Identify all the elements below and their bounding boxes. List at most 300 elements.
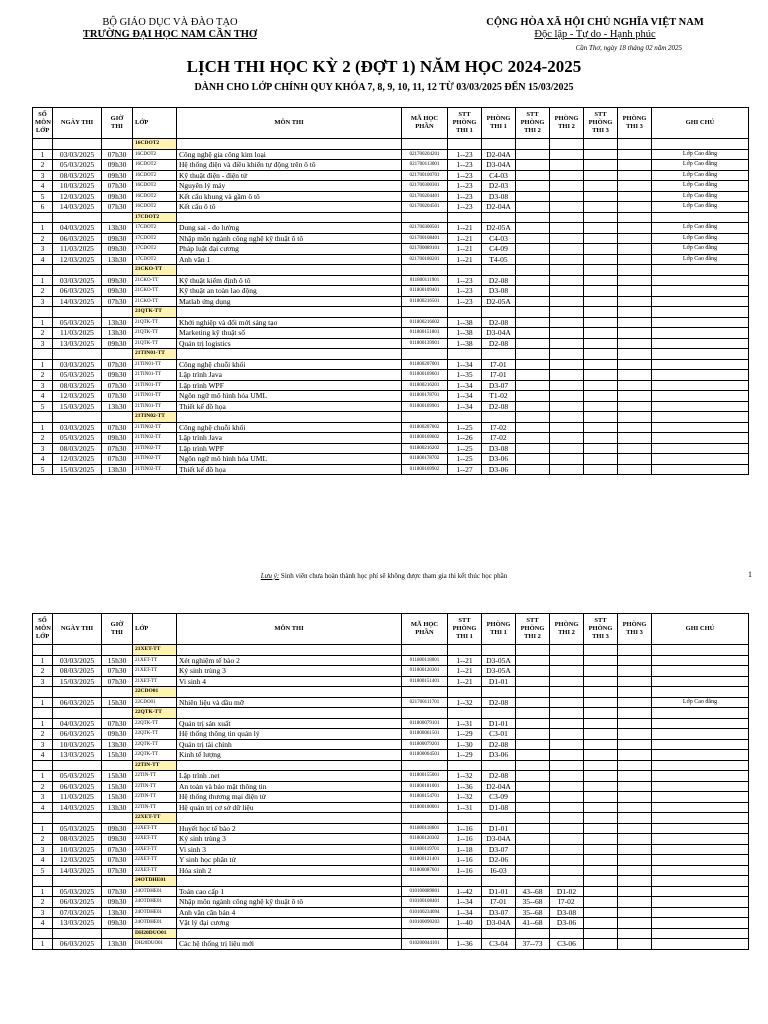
empty-cell xyxy=(33,813,53,824)
empty-cell xyxy=(516,687,550,698)
empty-cell xyxy=(550,349,584,360)
table-cell xyxy=(550,697,584,708)
table-row xyxy=(33,739,749,750)
table-cell xyxy=(618,666,652,677)
table-cell: 07h30 xyxy=(102,443,133,454)
table-cell: Lớp Cao đẳng xyxy=(652,254,749,265)
empty-cell xyxy=(584,708,618,719)
page-subtitle: DÀNH CHO LỚP CHÍNH QUY KHÓA 7, 8, 9, 10, 11, 12 TỪ 03/03/2025 ĐẾN 15/03/2025 xyxy=(194,82,574,93)
table-cell: D2-06 xyxy=(482,855,516,866)
table-cell xyxy=(516,750,550,761)
empty-cell xyxy=(516,412,550,423)
empty-cell xyxy=(177,349,402,360)
empty-cell xyxy=(482,212,516,223)
table-cell xyxy=(516,865,550,876)
table-cell: 09h30 xyxy=(102,823,133,834)
footnote-text: Sinh viên chưa hoàn thành học phí sẽ không được tham gia thi kết thúc học phần xyxy=(279,572,508,580)
table-cell: 3 xyxy=(33,739,53,750)
table-cell: 4 xyxy=(33,181,53,192)
empty-cell xyxy=(177,139,402,150)
empty-cell xyxy=(448,760,482,771)
empty-cell xyxy=(402,212,448,223)
empty-cell xyxy=(584,307,618,318)
table-row xyxy=(33,170,749,181)
table-cell: 1--23 xyxy=(448,296,482,307)
table-cell: 1--23 xyxy=(448,191,482,202)
table-cell: 1--34 xyxy=(448,907,482,918)
table-cell xyxy=(550,244,584,255)
table-cell: 1--16 xyxy=(448,823,482,834)
table-cell: 08/03/2025 xyxy=(53,380,102,391)
table-cell: 13h30 xyxy=(102,464,133,475)
empty-cell xyxy=(482,876,516,887)
column-header: PHÒNG THI 1 xyxy=(482,614,516,645)
table-cell: Thiết kế đồ họa xyxy=(177,464,402,475)
table-cell xyxy=(618,865,652,876)
empty-cell xyxy=(448,928,482,939)
table-cell xyxy=(618,233,652,244)
empty-cell xyxy=(53,412,102,423)
table-cell: 07h30 xyxy=(102,380,133,391)
empty-cell xyxy=(402,645,448,656)
empty-cell xyxy=(448,307,482,318)
empty-cell xyxy=(516,813,550,824)
table-cell: C4-03 xyxy=(482,170,516,181)
table-cell xyxy=(516,202,550,213)
table-cell xyxy=(516,443,550,454)
table-cell: 17CDOT2 xyxy=(133,233,177,244)
table-cell: Nhập môn ngành công nghệ kỹ thuật ô tô xyxy=(177,897,402,908)
empty-cell xyxy=(652,212,749,223)
table-cell: 13h30 xyxy=(102,254,133,265)
ministry-name: BỘ GIÁO DỤC VÀ ĐÀO TẠO xyxy=(102,17,238,28)
empty-cell xyxy=(53,265,102,276)
table-cell xyxy=(618,855,652,866)
table-cell: 021700089101 xyxy=(402,244,448,255)
table-cell: Xét nghiệm tế bào 2 xyxy=(177,655,402,666)
table-cell: Ký sinh trùng 3 xyxy=(177,834,402,845)
class-group-label: 22XET-TT xyxy=(133,813,177,824)
table-cell: 011800079101 xyxy=(402,718,448,729)
table-cell: 13h30 xyxy=(102,907,133,918)
empty-cell xyxy=(53,212,102,223)
table-cell: 3 xyxy=(33,296,53,307)
table-cell xyxy=(618,359,652,370)
table-cell xyxy=(584,886,618,897)
table-cell: 09h30 xyxy=(102,286,133,297)
column-header: SỐ MÔN LỚP xyxy=(33,108,53,139)
table-cell xyxy=(550,464,584,475)
empty-cell xyxy=(550,708,584,719)
table-cell: 17CDOT2 xyxy=(133,244,177,255)
table-cell: 011800061501 xyxy=(402,729,448,740)
table-cell: Nhiên liệu và dầu mỡ xyxy=(177,697,402,708)
table-cell xyxy=(618,844,652,855)
table-cell xyxy=(584,454,618,465)
table-cell xyxy=(618,897,652,908)
table-cell: 11/03/2025 xyxy=(53,244,102,255)
table-cell xyxy=(516,855,550,866)
table-cell xyxy=(550,729,584,740)
table-cell xyxy=(584,823,618,834)
table-cell: 21TIN02-TT xyxy=(133,464,177,475)
table-cell: 07h30 xyxy=(102,202,133,213)
table-cell: 021700204501 xyxy=(402,202,448,213)
table-cell: D3-07 xyxy=(482,380,516,391)
table-row xyxy=(33,244,749,255)
empty-cell xyxy=(448,876,482,887)
table-cell xyxy=(652,781,749,792)
table-cell: 09h30 xyxy=(102,897,133,908)
table-cell: 15h30 xyxy=(102,750,133,761)
table-cell: 3 xyxy=(33,676,53,687)
table-cell: 08/03/2025 xyxy=(53,170,102,181)
table-cell: Lớp Cao đẳng xyxy=(652,697,749,708)
table-cell: I7-01 xyxy=(482,370,516,381)
empty-cell xyxy=(516,928,550,939)
table-cell: Khởi nghiệp và đổi mới sáng tạo xyxy=(177,317,402,328)
table-cell: 06/03/2025 xyxy=(53,729,102,740)
table-cell: D2-04A xyxy=(482,149,516,160)
table-cell: 1--21 xyxy=(448,233,482,244)
table-cell: 011800154701 xyxy=(402,792,448,803)
table-cell xyxy=(516,729,550,740)
table-cell: Lớp Cao đẳng xyxy=(652,202,749,213)
table-cell xyxy=(550,718,584,729)
table-cell: 22XET-TT xyxy=(133,823,177,834)
table-cell xyxy=(652,655,749,666)
table-cell: D3-05A xyxy=(482,666,516,677)
empty-cell xyxy=(652,412,749,423)
table-cell xyxy=(652,401,749,412)
table-cell xyxy=(584,865,618,876)
table-cell: 37--73 xyxy=(516,939,550,950)
table-cell: 21TIN01-TT xyxy=(133,370,177,381)
table-cell xyxy=(618,191,652,202)
table-row xyxy=(33,844,749,855)
header-row xyxy=(33,108,749,139)
group-row xyxy=(33,139,749,150)
table-cell xyxy=(584,718,618,729)
empty-cell xyxy=(584,687,618,698)
table-cell xyxy=(584,181,618,192)
table-cell: D1-02 xyxy=(550,886,584,897)
table-cell xyxy=(516,359,550,370)
table-cell xyxy=(584,844,618,855)
table-cell xyxy=(618,718,652,729)
group-row xyxy=(33,645,749,656)
table-cell: D2-04A xyxy=(482,781,516,792)
column-header: MÃ HỌC PHẦN xyxy=(402,614,448,645)
table-cell: 04/03/2025 xyxy=(53,718,102,729)
table-cell: 1--31 xyxy=(448,802,482,813)
group-row xyxy=(33,349,749,360)
table-cell: Lớp Cao đẳng xyxy=(652,181,749,192)
table-cell xyxy=(550,823,584,834)
table-cell: 05/03/2025 xyxy=(53,433,102,444)
table-cell: 07h30 xyxy=(102,855,133,866)
table-cell: 2 xyxy=(33,328,53,339)
table-cell: 011800155001 xyxy=(402,771,448,782)
table-cell: 12/03/2025 xyxy=(53,391,102,402)
table-cell: 09h30 xyxy=(102,275,133,286)
table-cell xyxy=(584,855,618,866)
table-cell: 14/03/2025 xyxy=(53,865,102,876)
table-cell xyxy=(516,181,550,192)
table-cell: 1 xyxy=(33,422,53,433)
table-row xyxy=(33,834,749,845)
table-cell: Lớp Cao đẳng xyxy=(652,191,749,202)
empty-cell xyxy=(102,876,133,887)
class-group-label: 21QTK-TT xyxy=(133,307,177,318)
table-cell: 4 xyxy=(33,750,53,761)
empty-cell xyxy=(482,760,516,771)
table-cell xyxy=(550,149,584,160)
table-cell xyxy=(516,464,550,475)
table-cell xyxy=(516,401,550,412)
empty-cell xyxy=(177,645,402,656)
table-cell xyxy=(584,655,618,666)
table-cell: 3 xyxy=(33,844,53,855)
table-cell: 011800178701 xyxy=(402,391,448,402)
table-cell xyxy=(584,443,618,454)
table-cell xyxy=(516,149,550,160)
table-cell: 2 xyxy=(33,433,53,444)
table-cell: 4 xyxy=(33,254,53,265)
table-cell: 05/03/2025 xyxy=(53,886,102,897)
column-header: PHÒNG THI 3 xyxy=(618,614,652,645)
table-cell xyxy=(516,338,550,349)
empty-cell xyxy=(652,307,749,318)
table-cell: 1--21 xyxy=(448,244,482,255)
table-cell xyxy=(516,697,550,708)
table-cell xyxy=(584,380,618,391)
table-cell: 1 xyxy=(33,823,53,834)
table-cell: 21XET-TT xyxy=(133,676,177,687)
table-cell: 12/03/2025 xyxy=(53,855,102,866)
table-cell xyxy=(618,939,652,950)
table-cell: 1 xyxy=(33,939,53,950)
empty-cell xyxy=(402,139,448,150)
empty-cell xyxy=(402,687,448,698)
table-cell xyxy=(618,729,652,740)
table-row xyxy=(33,454,749,465)
table-cell xyxy=(652,771,749,782)
table-cell: I7-01 xyxy=(482,359,516,370)
motto: Độc lập - Tự do - Hạnh phúc xyxy=(534,29,656,40)
empty-cell xyxy=(53,813,102,824)
table-cell: D2-08 xyxy=(482,771,516,782)
table-cell: 05/03/2025 xyxy=(53,823,102,834)
table-cell: 06/03/2025 xyxy=(53,697,102,708)
table-cell: 13h30 xyxy=(102,802,133,813)
table-cell: Dung sai - đo lường xyxy=(177,223,402,234)
empty-cell xyxy=(102,139,133,150)
empty-cell xyxy=(33,876,53,887)
table-cell: 07/03/2025 xyxy=(53,907,102,918)
table-cell: 09h30 xyxy=(102,370,133,381)
table-cell: 1--36 xyxy=(448,781,482,792)
empty-cell xyxy=(482,265,516,276)
table-cell: 16CDOT2 xyxy=(133,170,177,181)
table-cell: 1--42 xyxy=(448,886,482,897)
table-cell: 1 xyxy=(33,317,53,328)
table-cell: 1--34 xyxy=(448,391,482,402)
table-cell: Lớp Cao đẳng xyxy=(652,160,749,171)
empty-cell xyxy=(402,349,448,360)
column-header: STT PHÒNG THI 3 xyxy=(584,614,618,645)
table-row xyxy=(33,380,749,391)
empty-cell xyxy=(102,307,133,318)
empty-cell xyxy=(102,412,133,423)
table-cell xyxy=(550,771,584,782)
table-cell: 1--23 xyxy=(448,170,482,181)
table-cell xyxy=(618,286,652,297)
table-cell: 011800181001 xyxy=(402,781,448,792)
table-cell: Ký sinh trùng 3 xyxy=(177,666,402,677)
table-cell: 13h30 xyxy=(102,223,133,234)
table-cell: 1--21 xyxy=(448,254,482,265)
table-row xyxy=(33,792,749,803)
table-cell: 13/03/2025 xyxy=(53,338,102,349)
table-cell: 011800139901 xyxy=(402,338,448,349)
table-cell: C3-06 xyxy=(550,939,584,950)
table-cell: 4 xyxy=(33,855,53,866)
table-cell xyxy=(618,338,652,349)
table-row xyxy=(33,907,749,918)
group-row xyxy=(33,307,749,318)
table-cell: 22CDO01 xyxy=(133,697,177,708)
table-cell xyxy=(516,823,550,834)
table-cell xyxy=(618,202,652,213)
table-cell: 011800151801 xyxy=(402,328,448,339)
table-cell xyxy=(652,792,749,803)
table-cell: D2-04A xyxy=(482,202,516,213)
table-row xyxy=(33,729,749,740)
table-cell xyxy=(516,244,550,255)
table-cell: 2 xyxy=(33,233,53,244)
table-row xyxy=(33,149,749,160)
class-group-label: 24OTDHE01 xyxy=(133,876,177,887)
table-cell: 1--25 xyxy=(448,454,482,465)
table-cell: 22XET-TT xyxy=(133,844,177,855)
empty-cell xyxy=(482,708,516,719)
table-cell xyxy=(584,676,618,687)
table-cell: Thiết kế đồ họa xyxy=(177,401,402,412)
table-cell: 021700108401 xyxy=(402,233,448,244)
table-cell: 1 xyxy=(33,359,53,370)
column-header: MÔN THI xyxy=(177,614,402,645)
table-cell xyxy=(584,149,618,160)
table-cell: 05/03/2025 xyxy=(53,317,102,328)
table-cell: 1--31 xyxy=(448,718,482,729)
table-cell: 1--40 xyxy=(448,918,482,929)
table-cell: 011800120301 xyxy=(402,666,448,677)
table-cell: 16CDOT2 xyxy=(133,149,177,160)
table-cell: 22XET-TT xyxy=(133,865,177,876)
empty-cell xyxy=(33,928,53,939)
table-cell: 12/03/2025 xyxy=(53,454,102,465)
table-cell: 21TIN01-TT xyxy=(133,380,177,391)
table-cell: 10/03/2025 xyxy=(53,181,102,192)
empty-cell xyxy=(652,760,749,771)
table-cell: Toán cao cấp 1 xyxy=(177,886,402,897)
table-cell: 21QTK-TT xyxy=(133,338,177,349)
table-cell: Marketing kỹ thuật số xyxy=(177,328,402,339)
table-cell xyxy=(652,380,749,391)
table-cell: D3-05A xyxy=(482,655,516,666)
table-cell xyxy=(618,823,652,834)
table-cell: Hệ thống điện và điều khiển tự động trên ô tô xyxy=(177,160,402,171)
table-cell xyxy=(550,422,584,433)
column-header: GIỜ THI xyxy=(102,108,133,139)
table-cell xyxy=(550,750,584,761)
table-cell xyxy=(550,160,584,171)
empty-cell xyxy=(482,412,516,423)
table-cell xyxy=(550,844,584,855)
empty-cell xyxy=(618,212,652,223)
table-cell: Kết cấu ô tô xyxy=(177,202,402,213)
table-cell: 06/03/2025 xyxy=(53,781,102,792)
table-cell: 1 xyxy=(33,275,53,286)
table-cell: 021700204401 xyxy=(402,191,448,202)
empty-cell xyxy=(53,928,102,939)
empty-cell xyxy=(448,349,482,360)
table-cell: 09h30 xyxy=(102,160,133,171)
class-group-label: 22QTK-TT xyxy=(133,708,177,719)
table-cell xyxy=(584,897,618,908)
table-cell xyxy=(618,886,652,897)
table-cell: I7-02 xyxy=(482,433,516,444)
table-cell: D2-08 xyxy=(482,317,516,328)
table-cell xyxy=(584,401,618,412)
table-cell xyxy=(618,834,652,845)
column-header: MÔN THI xyxy=(177,108,402,139)
table-cell: 08/03/2025 xyxy=(53,666,102,677)
table-cell: 07h30 xyxy=(102,296,133,307)
table-cell: 2 xyxy=(33,897,53,908)
table-cell: 09h30 xyxy=(102,191,133,202)
table-cell: 16CDOT2 xyxy=(133,160,177,171)
table-cell: 08/03/2025 xyxy=(53,443,102,454)
empty-cell xyxy=(53,876,102,887)
table-cell xyxy=(584,223,618,234)
table-cell xyxy=(516,655,550,666)
table-cell xyxy=(584,160,618,171)
empty-cell xyxy=(402,928,448,939)
table-cell xyxy=(618,244,652,255)
table-row xyxy=(33,655,749,666)
empty-cell xyxy=(402,813,448,824)
table-row xyxy=(33,886,749,897)
group-row xyxy=(33,876,749,887)
table-cell xyxy=(584,296,618,307)
empty-cell xyxy=(550,265,584,276)
table-cell: 010100090203 xyxy=(402,918,448,929)
table-cell: 14/03/2025 xyxy=(53,296,102,307)
column-header: MÃ HỌC PHẦN xyxy=(402,108,448,139)
column-header: STT PHÒNG THI 1 xyxy=(448,108,482,139)
table-cell: 1--30 xyxy=(448,739,482,750)
empty-cell xyxy=(482,813,516,824)
table-cell xyxy=(584,191,618,202)
table-cell: 24OTDHE01 xyxy=(133,886,177,897)
table-cell: D1-01 xyxy=(482,886,516,897)
table-cell: C3-09 xyxy=(482,792,516,803)
column-header: LỚP xyxy=(133,614,177,645)
table-cell xyxy=(652,918,749,929)
table-cell: 07h30 xyxy=(102,676,133,687)
